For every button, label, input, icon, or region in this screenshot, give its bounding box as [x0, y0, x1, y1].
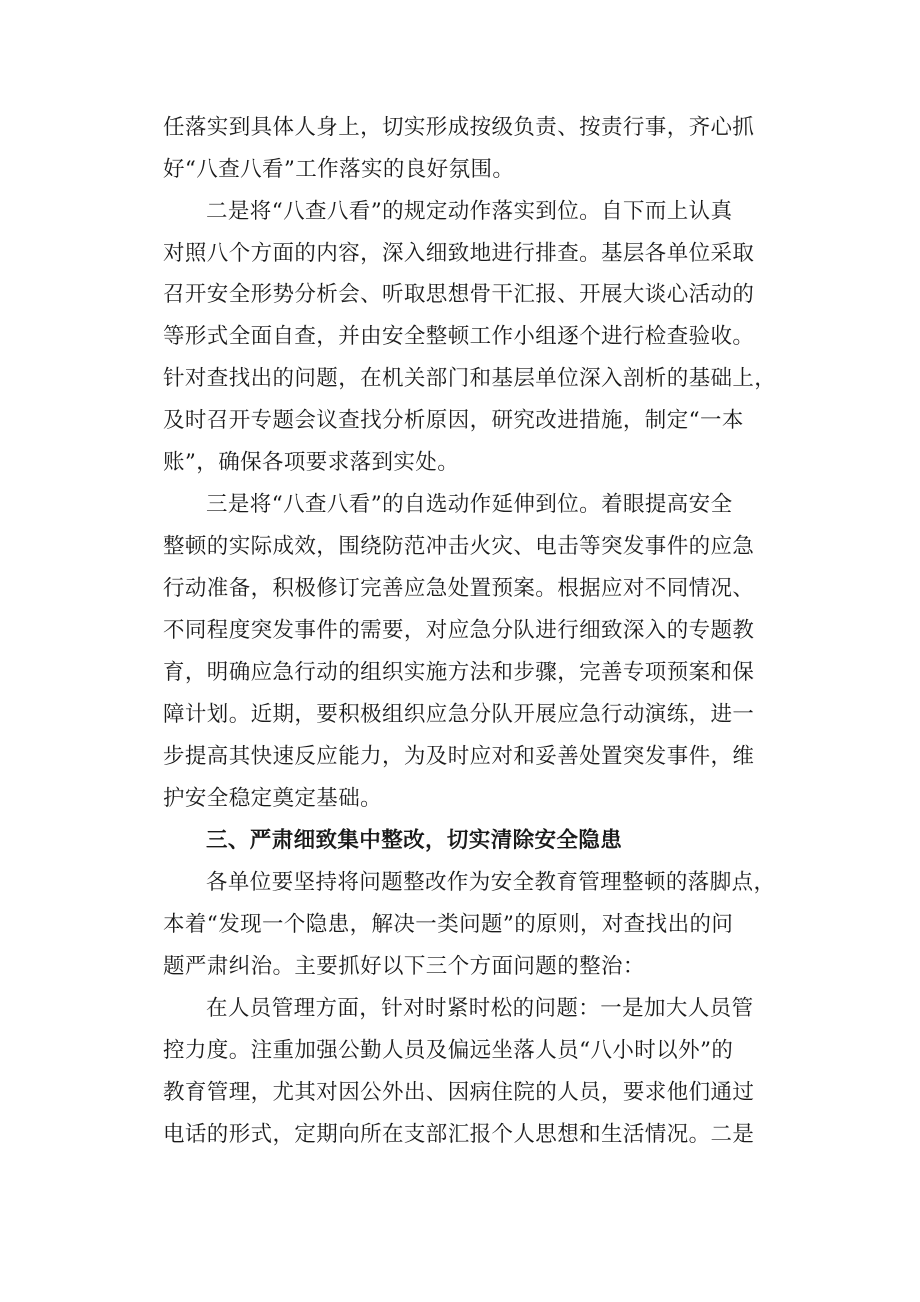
text-line: 针对查找出的问题，在机关部门和基层单位深入剖析的基础上，	[163, 366, 777, 391]
text-line: 账”，确保各项要求落到实处。	[163, 450, 460, 475]
section-heading: 三、严肃细致集中整改，切实清除安全隐患	[206, 828, 623, 853]
text-line: 行动准备，积极修订完善应急处置预案。根据应对不同情况、	[163, 576, 755, 601]
text-line: 在人员管理方面，针对时紧时松的问题：一是加大人员管	[206, 996, 754, 1021]
text-line: 等形式全面自查，并由安全整顿工作小组逐个进行检查验收。	[163, 324, 755, 349]
text-line: 育，明确应急行动的组织实施方法和步骤，完善专项预案和保	[163, 660, 755, 685]
text-line: 三是将“八查八看”的自选动作延伸到位。着眼提高安全	[206, 492, 733, 517]
text-line: 护安全稳定奠定基础。	[163, 786, 383, 811]
text-line: 召开安全形势分析会、听取思想骨干汇报、开展大谈心活动的	[163, 282, 755, 307]
text-line: 整顿的实际成效，围绕防范冲击火灾、电击等突发事件的应急	[163, 534, 755, 559]
text-line: 本着“发现一个隐患，解决一类问题”的原则，对查找出的问	[163, 912, 734, 937]
text-line: 教育管理，尤其对因公外出、因病住院的人员，要求他们通过	[163, 1080, 755, 1105]
text-line: 任落实到具体人身上，切实形成按级负责、按责行事，齐心抓	[163, 115, 755, 140]
text-line: 对照八个方面的内容，深入细致地进行排查。基层各单位采取	[163, 241, 755, 266]
text-line: 不同程度突发事件的需要，对应急分队进行细致深入的专题教	[163, 618, 755, 643]
text-line: 步提高其快速反应能力，为及时应对和妥善处置突发事件，维	[163, 744, 755, 769]
text-line: 控力度。注重加强公勤人员及偏远坐落人员“八小时以外”的	[163, 1038, 734, 1063]
text-line: 二是将“八查八看”的规定动作落实到位。自下而上认真	[206, 199, 733, 224]
text-line: 障计划。近期，要积极组织应急分队开展应急行动演练，进一	[163, 702, 755, 727]
text-line: 及时召开专题会议查找分析原因，研究改进措施，制定“一本	[163, 408, 744, 433]
text-line: 题严肃纠治。主要抓好以下三个方面问题的整治：	[163, 954, 645, 979]
text-line: 电话的形式，定期向所在支部汇报个人思想和生活情况。二是	[163, 1122, 755, 1147]
text-line: 好“八查八看”工作落实的良好氛围。	[163, 157, 515, 182]
text-line: 各单位要坚持将问题整改作为安全教育管理整顿的落脚点，	[206, 870, 776, 895]
